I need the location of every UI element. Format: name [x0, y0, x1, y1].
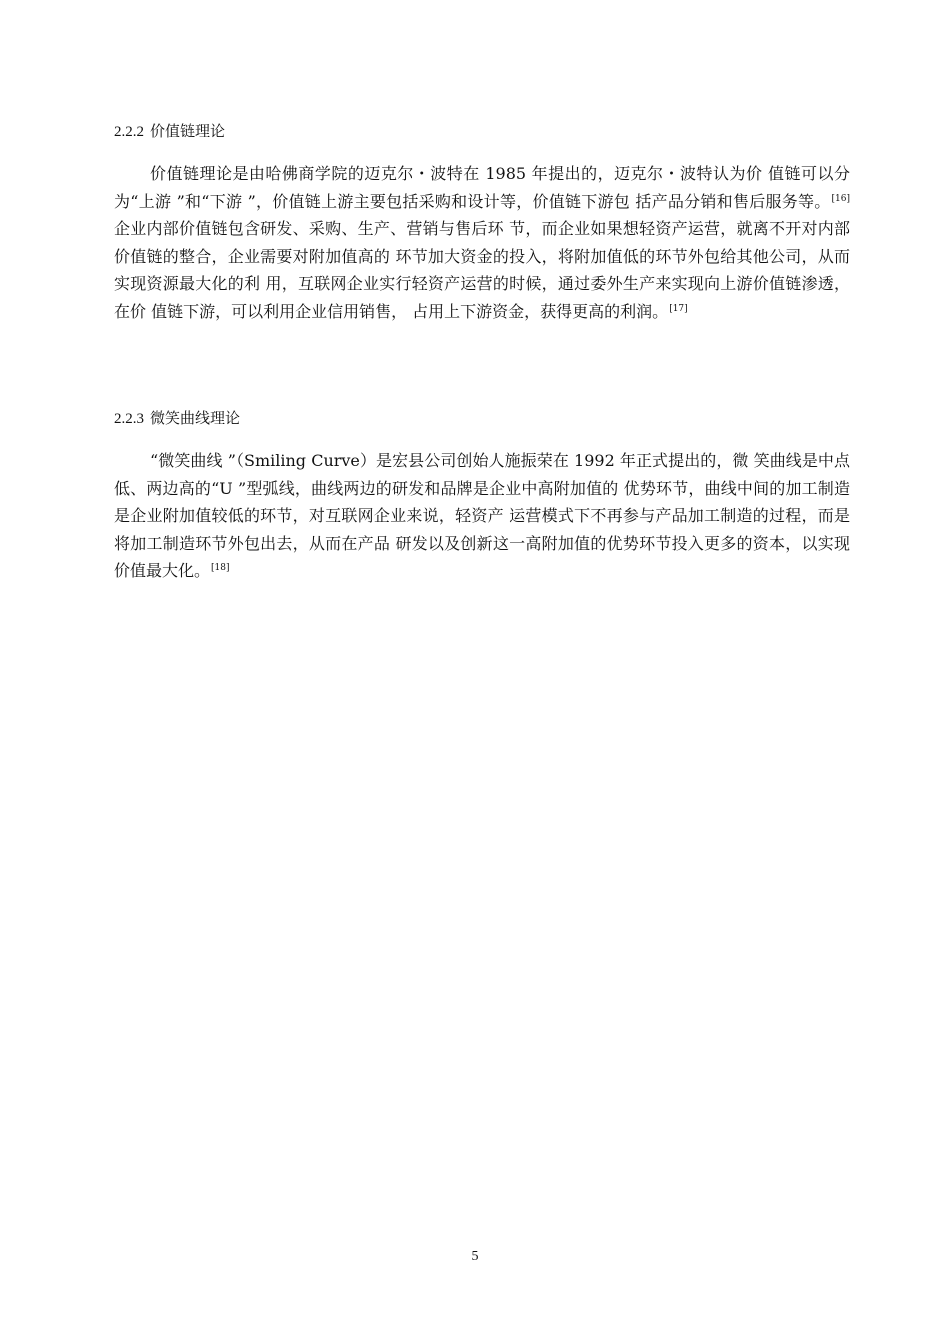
section-title: 微笑曲线理论 [150, 409, 241, 427]
section-heading [114, 408, 850, 429]
section-number: 2.2.3 [114, 411, 144, 427]
paragraph-text-continued: 企业内部价值链包含研发、采购、生产、营销与售后环 节，而企业如果想轻资产运营，就离不开对内部价值链的整合，企业需要对附加值高的 环节加大资金的投入，将附加值低的环节外包给其他公司，从而实现资源最大化的利 用，互联网企业实行轻资产运营的时候，通过委外生产来实现向上游价值链渗透，在价 值链下游，可以利用企业信用销售， 占用上下游资金，获得更高的利润。 [114, 219, 850, 321]
section-number: 2.2.2 [114, 124, 144, 140]
section-value-chain [114, 121, 850, 341]
citation-marker: [17] [669, 303, 688, 314]
section-title: 价值链理论 [150, 122, 226, 140]
citation-marker: [16] [831, 193, 850, 204]
page-number: 5 [471, 1249, 479, 1264]
section-smiling-curve [114, 408, 850, 601]
citation-marker: [18] [211, 563, 230, 574]
section-heading [114, 121, 850, 142]
paragraph-text: 价值链理论是由哈佛商学院的迈克尔・波特在 1985 年提出的，迈克尔・波特认为价 值链可以分为“上游 ”和“下游 ”，价值链上游主要包括采购和设计等，价值链下游包 括产品分销和售后服务等。 [114, 164, 850, 211]
body-paragraph [114, 447, 850, 585]
paragraph-text: “微笑曲线 ”（Smiling Curve）是宏县公司创始人施振荣在 1992 年正式提出的，微 笑曲线是中点低、两边高的“U ”型弧线，曲线两边的研发和品牌是企业中高附加值的 优势环节，曲线中间的加工制造是企业附加值较低的环节，对互联网企业来说，轻资产 运营模式下不再参与产品加工制造的过程，而是将加工制造环节外包出去，从而在产品 研发以及创新这一高附加值的优势环节投入更多的资本，以实现价值最大化。 [114, 451, 850, 580]
body-paragraph [114, 160, 850, 325]
